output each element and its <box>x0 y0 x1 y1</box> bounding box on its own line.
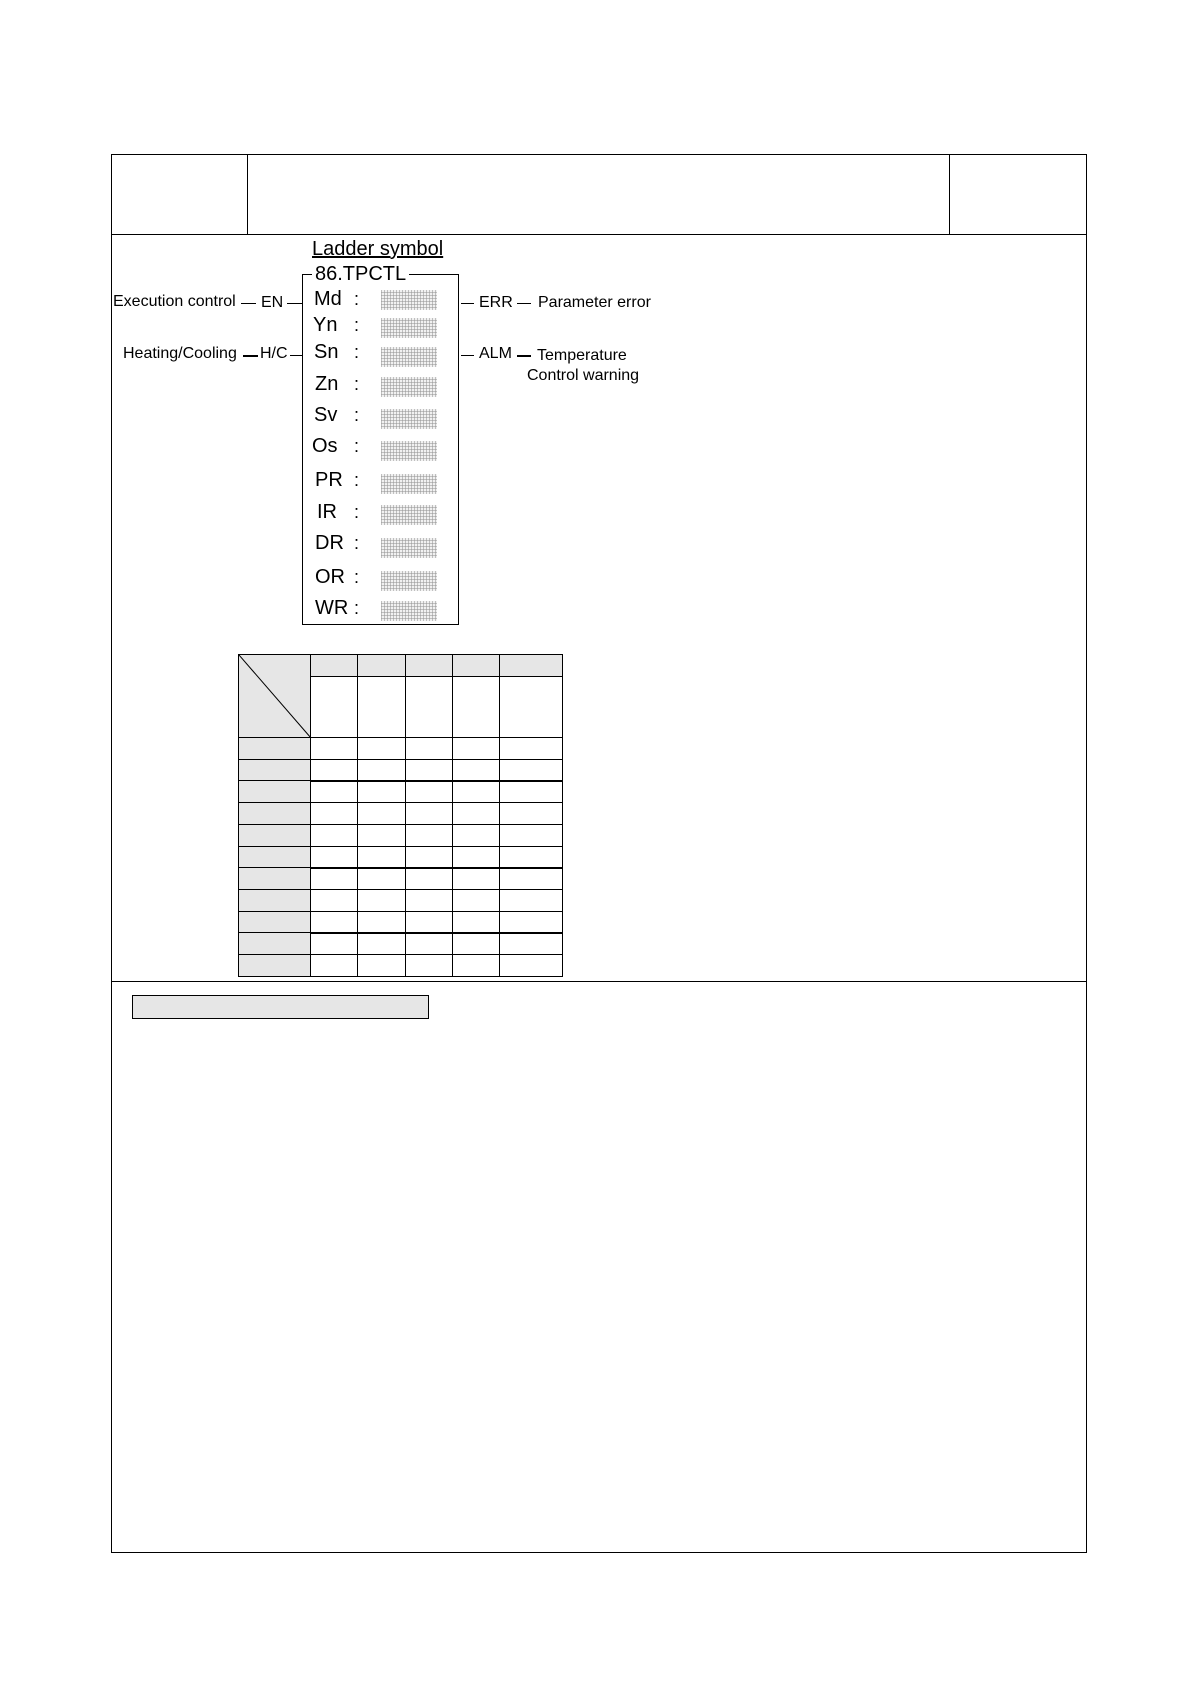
param-name: Md <box>314 288 342 310</box>
table-cell <box>499 911 563 934</box>
output-desc-parameter-error: Parameter error <box>538 294 651 311</box>
param-colon: : <box>354 533 360 553</box>
table-cell <box>405 911 453 934</box>
table-cell <box>405 889 453 912</box>
section-heading-bar <box>132 995 429 1019</box>
table-cell <box>499 954 563 977</box>
table-header-cell <box>310 654 358 677</box>
table-cell <box>452 737 500 760</box>
table-cell <box>357 737 406 760</box>
output-desc-control-warning: Control warning <box>527 367 640 384</box>
table-cell <box>452 759 500 782</box>
param-value-field <box>381 377 437 397</box>
output-wire-err-left <box>461 303 474 304</box>
table-corner-cell <box>238 654 311 738</box>
table-cell <box>405 846 453 869</box>
param-colon: : <box>354 470 360 490</box>
header-col-divider-left <box>247 154 248 235</box>
table-cell <box>499 867 563 890</box>
param-name: Zn <box>315 373 339 395</box>
table-cell <box>310 780 358 803</box>
table-header-cell <box>405 654 453 677</box>
param-name: IR <box>317 501 337 523</box>
operand-table <box>238 654 563 978</box>
param-value-field <box>381 318 437 338</box>
param-colon: : <box>354 342 360 362</box>
table-cell <box>499 932 563 955</box>
param-name: DR <box>315 532 344 554</box>
param-value-field <box>381 601 437 621</box>
table-cell <box>499 846 563 869</box>
input-signal-en: EN <box>261 294 284 311</box>
output-desc-temperature: Temperature <box>537 347 627 364</box>
table-header-cell <box>357 676 406 738</box>
table-row-header-cell <box>238 846 311 869</box>
table-header-cell <box>310 676 358 738</box>
table-cell <box>310 737 358 760</box>
param-colon: : <box>354 567 360 587</box>
param-colon: : <box>354 436 360 456</box>
section-divider <box>111 981 1087 982</box>
table-cell <box>405 824 453 847</box>
param-colon: : <box>354 374 360 394</box>
table-cell <box>405 759 453 782</box>
param-value-field <box>381 474 437 494</box>
param-name: Os <box>312 435 338 457</box>
table-header-cell <box>357 654 406 677</box>
param-colon: : <box>354 289 360 309</box>
function-name: 86.TPCTL <box>312 263 409 286</box>
table-row-header-cell <box>238 759 311 782</box>
table-row-header-cell <box>238 780 311 803</box>
table-header-cell <box>499 654 563 677</box>
table-row-header-cell <box>238 889 311 912</box>
table-cell <box>310 867 358 890</box>
table-cell <box>499 759 563 782</box>
table-cell <box>310 846 358 869</box>
header-col-divider-right <box>949 154 950 235</box>
input-wire-hc-right <box>290 355 302 356</box>
table-row-header-cell <box>238 824 311 847</box>
header-divider <box>111 234 1087 235</box>
ladder-title: Ladder symbol <box>312 238 444 260</box>
param-value-field <box>381 538 437 558</box>
table-cell <box>452 846 500 869</box>
table-row-header-cell <box>238 802 311 825</box>
table-cell <box>357 780 406 803</box>
output-wire-alm-left <box>461 355 474 356</box>
table-cell <box>310 911 358 934</box>
table-row-header-cell <box>238 932 311 955</box>
table-header-cell <box>452 676 500 738</box>
table-header-cell <box>405 676 453 738</box>
table-cell <box>452 780 500 803</box>
param-name: Yn <box>313 314 338 336</box>
table-cell <box>452 824 500 847</box>
table-cell <box>452 932 500 955</box>
table-cell <box>357 932 406 955</box>
table-cell <box>310 824 358 847</box>
param-name: OR <box>315 566 345 588</box>
table-row-header-cell <box>238 954 311 977</box>
param-name: Sn <box>314 341 339 363</box>
input-desc-heating-cooling: Heating/Cooling <box>123 345 237 362</box>
param-value-field <box>381 290 437 310</box>
table-cell <box>499 802 563 825</box>
param-value-field <box>381 571 437 591</box>
table-cell <box>405 780 453 803</box>
param-name: PR <box>315 469 343 491</box>
table-cell <box>405 867 453 890</box>
table-cell <box>310 889 358 912</box>
table-cell <box>405 932 453 955</box>
table-cell <box>405 802 453 825</box>
table-cell <box>310 932 358 955</box>
table-cell <box>452 802 500 825</box>
table-cell <box>405 954 453 977</box>
param-value-field <box>381 441 437 461</box>
table-cell <box>405 737 453 760</box>
table-cell <box>310 759 358 782</box>
param-value-field <box>381 409 437 429</box>
output-signal-alm: ALM <box>479 345 512 362</box>
param-value-field <box>381 505 437 525</box>
param-value-field <box>381 347 437 367</box>
table-cell <box>357 889 406 912</box>
param-name: Sv <box>314 404 338 426</box>
input-wire-en-left <box>241 303 256 304</box>
table-cell <box>499 780 563 803</box>
input-signal-hc: H/C <box>260 345 288 362</box>
table-cell <box>357 846 406 869</box>
output-wire-alm-right <box>517 355 531 357</box>
table-cell <box>357 911 406 934</box>
output-signal-err: ERR <box>479 294 513 311</box>
table-cell <box>452 867 500 890</box>
input-wire-hc-left <box>243 355 258 357</box>
param-colon: : <box>354 502 360 522</box>
table-header-cell <box>452 654 500 677</box>
table-cell <box>310 954 358 977</box>
output-wire-err-right <box>517 303 531 304</box>
table-cell <box>452 911 500 934</box>
table-cell <box>452 954 500 977</box>
table-header-cell <box>499 676 563 738</box>
table-row-header-cell <box>238 737 311 760</box>
param-colon: : <box>354 405 360 425</box>
input-desc-execution-control: Execution control <box>113 293 236 310</box>
table-cell <box>357 802 406 825</box>
param-colon: : <box>354 598 360 618</box>
table-cell <box>357 759 406 782</box>
table-cell <box>310 802 358 825</box>
table-cell <box>357 824 406 847</box>
table-cell <box>499 889 563 912</box>
param-colon: : <box>354 315 360 335</box>
table-cell <box>357 867 406 890</box>
table-row-header-cell <box>238 867 311 890</box>
table-cell <box>499 737 563 760</box>
table-cell <box>357 954 406 977</box>
input-wire-en-right <box>287 303 302 304</box>
table-row-header-cell <box>238 911 311 934</box>
table-cell <box>452 889 500 912</box>
table-cell <box>499 824 563 847</box>
param-name: WR <box>315 597 349 619</box>
